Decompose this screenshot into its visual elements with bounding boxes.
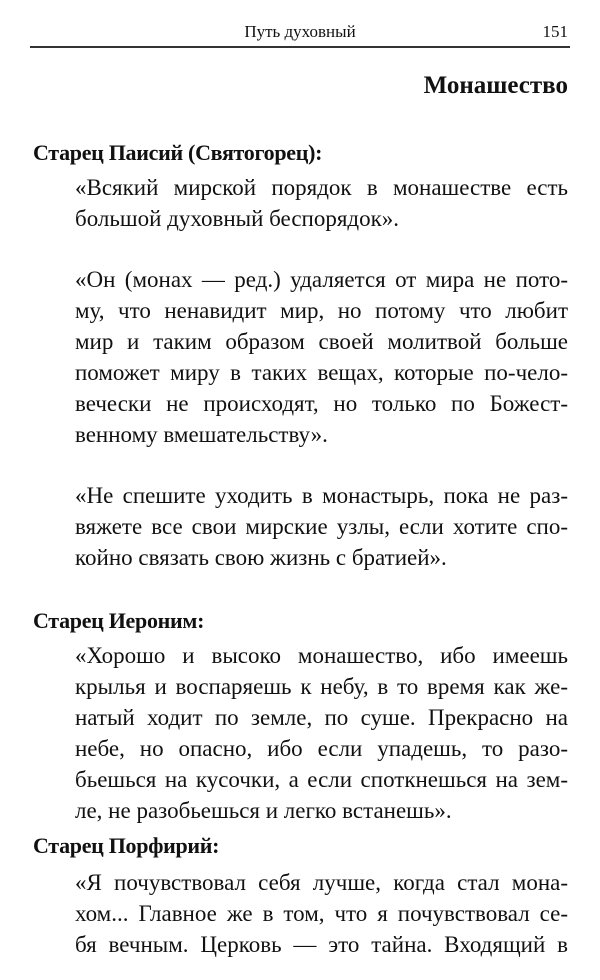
running-title: Путь духовный	[244, 22, 356, 41]
text-line: «Он (монах — ред.) удаляется от мира не пото-	[75, 267, 568, 292]
text-line: «Всякий мирской порядок в монашестве есть	[75, 175, 568, 200]
text-line: небе, но опасно, ибо если упадешь, то разо-	[75, 736, 568, 761]
speaker-heading: Старец Паисий (Святогорец):	[33, 140, 323, 165]
text-line: большой духовный беспорядок».	[75, 206, 400, 231]
quote-paragraph	[75, 867, 568, 960]
quote-paragraph	[75, 640, 568, 826]
page-number: 151	[542, 22, 568, 41]
text-line: мир и таким образом своей молитвой больше	[75, 329, 568, 354]
speaker-heading: Старец Порфирий:	[33, 833, 220, 858]
text-line: крылья и воспаряешь к небу, в то время как же-	[75, 674, 568, 699]
text-line: венному вмешательству».	[75, 422, 328, 447]
text-line: вечески не происходят, но только по Божест-	[75, 391, 568, 416]
text-line: «Я почувствовал себя лучше, когда стал мона-	[75, 870, 568, 895]
speaker-heading: Старец Иероним:	[33, 608, 205, 633]
text-line: «Хорошо и высоко монашество, ибо имеешь	[75, 643, 568, 668]
quote-paragraph	[75, 480, 568, 573]
text-line: «Не спешите уходить в монастырь, пока не раз-	[75, 483, 568, 508]
text-line: бьешься на кусочки, а если споткнешься на зем-	[75, 767, 568, 792]
text-line: му, что ненавидит мир, но потому что любит	[75, 298, 568, 323]
text-line: койно связать свою жизнь с братией».	[75, 545, 447, 570]
text-line: ле, не разобьешься и легко встанешь».	[75, 798, 452, 823]
text-line: вяжете все свои мирские узлы, если хотите спо-	[75, 514, 568, 539]
text-line: поможет миру в таких вещах, которые по-чело-	[75, 360, 568, 385]
text-line: хом... Главное же в том, что я почувствовал се-	[75, 901, 568, 926]
quote-paragraph	[75, 172, 568, 234]
quote-paragraph	[75, 264, 568, 450]
text-line: натый ходит по земле, по суше. Прекрасно на	[75, 705, 568, 730]
running-header	[30, 20, 570, 48]
text-line: бя вечным. Церковь — это тайна. Входящий в	[75, 932, 568, 957]
chapter-title: Монашество	[423, 72, 568, 99]
